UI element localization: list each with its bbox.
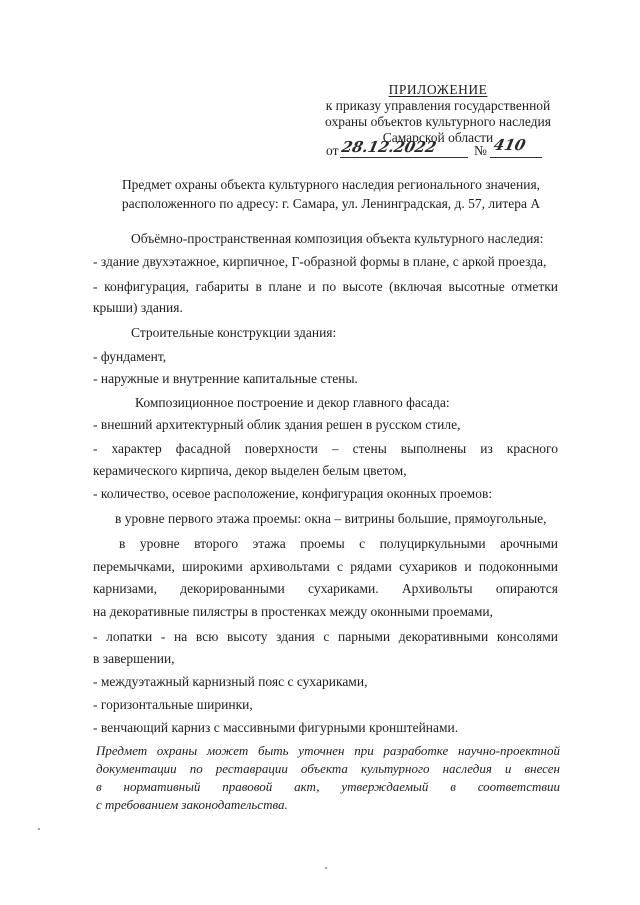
body-line: - горизонтальные ширинки, xyxy=(93,697,253,712)
body-line: - здание двухэтажное, кирпичное, Г-образной формы в плане, с аркой проезда, xyxy=(93,254,547,269)
note-line: с требованием законодательства. xyxy=(96,797,288,812)
section-heading: Строительные конструкции здания: xyxy=(131,325,337,340)
handwritten-date: 28.12.2022 xyxy=(340,138,438,156)
body-line: - количество, осевое расположение, конфигурация оконных проемов: xyxy=(93,486,493,501)
body-line: - внешний архитектурный облик здания решен в русском стиле, xyxy=(93,417,461,432)
body-line: - фундамент, xyxy=(93,349,167,364)
number-underline xyxy=(490,157,542,158)
note-line: документации по реставрации объекта культурного наследия и внесен xyxy=(96,761,560,776)
scan-speck xyxy=(38,828,40,830)
body-line: в завершении, xyxy=(93,651,175,666)
body-line: - междуэтажный карнизный пояс с сухариками, xyxy=(93,674,368,689)
body-line: - лопатки - на всю высоту здания с парными декоративными консолями xyxy=(93,629,558,644)
body-line: - наружные и внутренние капитальные стены. xyxy=(93,371,358,386)
body-line: - венчающий карниз с массивными фигурными кронштейнами. xyxy=(93,720,459,735)
section-heading: Объёмно-пространственная композиция объекта культурного наследия: xyxy=(131,231,544,246)
body-line: в уровне первого этажа проемы: окна – витрины большие, прямоугольные, xyxy=(115,511,547,526)
section-heading: Композиционное построение и декор главного фасада: xyxy=(135,395,450,410)
note-line: в нормативный правовой акт, утверждаемый в соответствии xyxy=(96,779,560,794)
date-prefix: от xyxy=(326,143,339,158)
body-line: в уровне второго этажа проемы с полуциркульными арочными xyxy=(119,536,558,551)
scan-speck xyxy=(325,867,327,869)
appendix-line: к приказу управления государственной xyxy=(325,98,551,113)
document-subject xyxy=(96,175,566,213)
number-prefix: № xyxy=(474,143,487,158)
body-line: керамического кирпича, декор выделен белым цветом, xyxy=(93,463,407,478)
body-line: - характер фасадной поверхности – стены выполнены из красного xyxy=(93,441,558,456)
body-line: - конфигурация, габариты в плане и по высоте (включая высотные отметки xyxy=(93,279,558,294)
body-line: крыши) здания. xyxy=(93,300,183,315)
date-underline xyxy=(340,157,468,158)
subject-line: Предмет охраны объекта культурного наследия регионального значения, xyxy=(121,177,541,192)
note-line: Предмет охраны может быть уточнен при разработке научно-проектной xyxy=(96,743,560,758)
appendix-line: Самарской области xyxy=(382,130,494,145)
subject-line: расположенного по адресу: г. Самара, ул. Ленинградская, д. 57, литера А xyxy=(121,196,541,211)
handwritten-number: 410 xyxy=(492,136,528,154)
body-line: карнизами, декорированными сухариками. Архивольты опираются xyxy=(93,581,558,596)
body-line: на декоративные пилястры в простенках между оконными проемами, xyxy=(93,604,494,619)
appendix-line: охраны объектов культурного наследия xyxy=(325,114,551,129)
appendix-title: ПРИЛОЖЕНИЕ xyxy=(388,82,488,97)
body-line: перемычками, широкими архивольтами с рядами сухариков и подоконными xyxy=(93,559,558,574)
closing-note xyxy=(96,742,560,814)
